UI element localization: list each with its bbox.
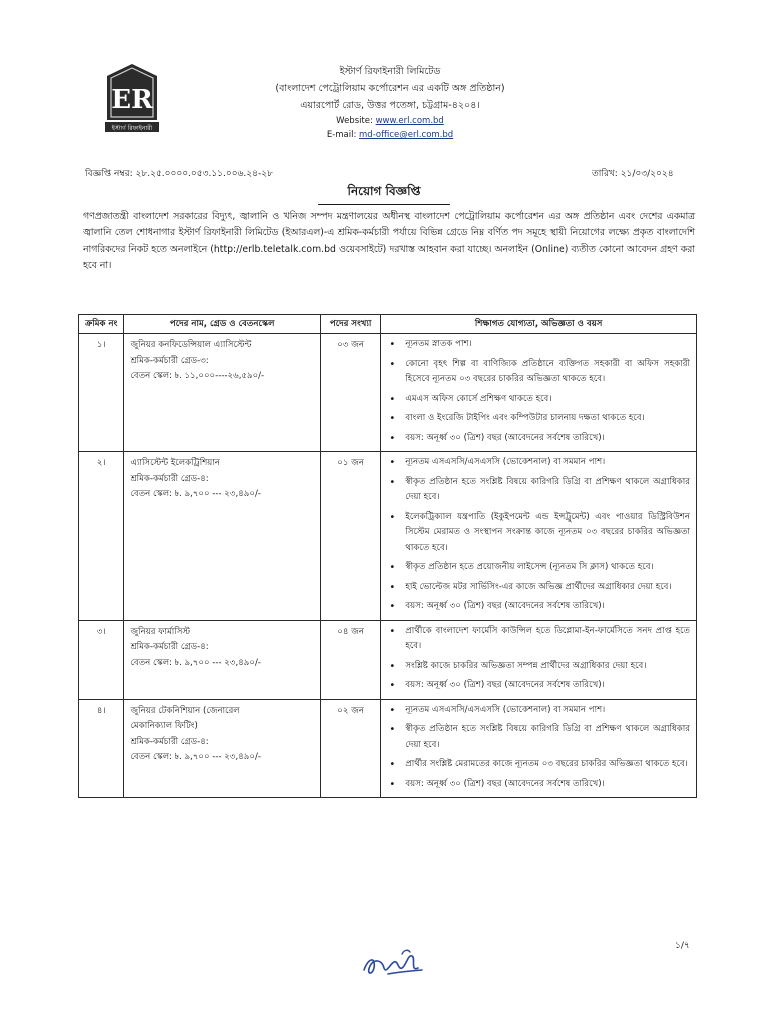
logo-caption: ইস্টার্ণ রিফাইনারী bbox=[111, 125, 153, 132]
qualification-item: • বয়স: অনূর্ধ্ব ৩০ (ত্রিশ) বছর (আবেদনের সর্বশেষ তারিখে)। bbox=[385, 678, 690, 694]
website-line bbox=[170, 114, 610, 128]
post-title: জুনিয়র ফার্মাসিস্ট bbox=[130, 626, 191, 637]
intro-paragraph: গণপ্রজাতন্ত্রী বাংলাদেশ সরকারের বিদ্যুৎ, জ্বালানি ও খনিজ সম্পদ মন্ত্রণালয়ের অধীনস্থ বাংলাদেশ পেট্রোলিয়াম কর্পোরেশন এর অঙ্গ প্রতিষ্ঠান এবং দেশের একমাত্র জ্বালানি তেল শোধনাগার ইস্টার্ণ রিফাইনারী লিমিটেড (ইআরএল)-এ শ্রমিক-কর্মচারী পর্যায়ে বিভিন্ন গ্রেডে নিম্ন বর্ণিত পদ সমূহে স্থায়ী নিয়োগের লক্ষ্যে প্রকৃত বাংলাদেশি নাগরিকদের নিকট হতে অনলাইনে (http://erlb.teletalk.com.bd ওয়েবসাইটে) দরখাস্ত আহবান করা যাচ্ছে। অনলাইন (Online) ব্যতীত কোনো আবেদন গ্রহণ করা হবে না। bbox=[83, 211, 695, 271]
qualification-item: • বয়স: অনূর্ধ্ব ৩০ (ত্রিশ) বছর (আবেদনের সর্বশেষ তারিখে)। bbox=[385, 599, 690, 615]
email-label: E-mail: bbox=[326, 130, 357, 140]
row-post bbox=[124, 334, 321, 452]
signature-icon bbox=[358, 944, 428, 982]
table-row bbox=[79, 452, 697, 621]
qualification-item: • বয়স: অনূর্ধ্ব ৩০ (ত্রিশ) বছর (আবেদনের সর্বশেষ তারিখে)। bbox=[385, 431, 690, 447]
qualification-item: • বয়স: অনূর্ধ্ব ৩০ (ত্রিশ) বছর (আবেদনের সর্বশেষ তারিখে)। bbox=[385, 777, 690, 793]
row-post bbox=[124, 620, 321, 699]
post-grade: শ্রমিক-কর্মচারী গ্রেড-৪: bbox=[130, 642, 209, 652]
memo-number: বিজ্ঞপ্তি নম্বর: ২৮.২৫.০০০০.০৫৩.১১.০০৬.২৪-২৮ bbox=[85, 169, 273, 179]
row-count: ০১ জন bbox=[320, 452, 380, 621]
page-title: নিয়োগ বিজ্ঞপ্তি bbox=[318, 183, 450, 205]
post-title: জুনিয়র কনফিডেন্সিয়াল এ্যাসিস্টেন্ট bbox=[130, 340, 252, 350]
table-header-row bbox=[79, 315, 697, 334]
website-label: Website: bbox=[336, 116, 373, 126]
qualification-item: • প্রার্থীর সংশ্লিষ্ট মেরামতের কাজে ন্যূনতম ০৩ বছরের চাকরির অভিজ্ঞতা থাকতে হবে। bbox=[385, 757, 690, 773]
row-qualification bbox=[381, 620, 697, 699]
row-qualification bbox=[381, 334, 697, 452]
post-scale: বেতন স্কেল: ৳. ১১,০০০----২৬,৫৯০/- bbox=[130, 371, 265, 381]
row-count: ০৪ জন bbox=[320, 620, 380, 699]
post-title-cont: মেকানিক্যাল ফিটিং) bbox=[130, 721, 198, 731]
letterhead bbox=[170, 63, 610, 142]
qualification-item: • ইলেকট্রিক্যাল যন্ত্রপাতি (ইকুইপমেন্ট এন্ড ইন্সট্রুমেন্ট) এবং পাওয়ার ডিস্ট্রিবিউশন সিস্টেম মেরামত ও সংস্থাপন সংক্রান্ত কাজে ন্যূনতম ০৩ বছরের চাকরির অভিজ্ঞতা থাকতে হবে। bbox=[385, 510, 690, 557]
row-qualification bbox=[381, 699, 697, 798]
qualification-item: • ন্যূনতম এসএসসি/এসএসসি (ভোকেশনাল) বা সমমান পাশ। bbox=[385, 703, 690, 719]
company-address: এয়ারপোর্ট রোড, উত্তর পতেঙ্গা, চট্টগ্রাম-৪২০৪। bbox=[300, 100, 480, 111]
email-line bbox=[170, 128, 610, 142]
posts-table bbox=[78, 314, 697, 798]
post-scale: বেতন স্কেল: ৳. ৯,৭০০ --- ২৩,৪৯০/- bbox=[130, 657, 261, 668]
row-serial: ৪। bbox=[79, 699, 124, 798]
email-link[interactable]: md-office@erl.com.bd bbox=[359, 130, 454, 140]
qualification-item: • কোনো বৃহৎ শিল্প বা বাণিজ্যিক প্রতিষ্ঠানে ব্যক্তিগত সহকারী বা অফিস সহকারী হিসেবে ন্যূনতম ০৩ বছরের চাকরির অভিজ্ঞতা থাকতে হবে। bbox=[385, 357, 690, 388]
company-logo bbox=[103, 62, 161, 134]
qualification-item: • স্বীকৃত প্রতিষ্ঠান হতে প্রয়োজনীয় লাইসেন্স (ন্যূনতম সি ক্লাস) থাকতে হবে। bbox=[385, 560, 690, 576]
header-serial: ক্রমিক নং bbox=[79, 315, 124, 334]
post-title: এ্যাসিস্টেন্ট ইলেকট্রিশিয়ান bbox=[130, 458, 220, 468]
logo-emblem-icon bbox=[103, 62, 161, 134]
row-post bbox=[124, 452, 321, 621]
post-title: জুনিয়র টেকনিশিয়ান (জেনারেল bbox=[130, 705, 240, 716]
row-serial: ১। bbox=[79, 334, 124, 452]
header-qualification: শিক্ষাগত যোগ্যতা, অভিজ্ঞতা ও বয়স bbox=[381, 315, 697, 334]
post-scale: বেতন স্কেল: ৳. ৯,৭০০ --- ২৩,৪৯০/- bbox=[130, 752, 261, 762]
table-row bbox=[79, 334, 697, 452]
post-grade: শ্রমিক-কর্মচারী গ্রেড-৩: bbox=[130, 355, 209, 366]
post-grade: শ্রমিক-কর্মচারী গ্রেড-৪: bbox=[130, 473, 209, 484]
row-serial: ৩। bbox=[79, 620, 124, 699]
company-subtitle: (বাংলাদেশ পেট্রোলিয়াম কর্পোরেশন এর একটি অঙ্গ প্রতিষ্ঠান) bbox=[275, 83, 505, 94]
qualification-item: • ন্যূনতম এসএসসি/এসএসসি (ভোকেশনাল) বা সমমান পাশ। bbox=[385, 455, 690, 471]
post-grade: শ্রমিক-কর্মচারী গ্রেড-৪: bbox=[130, 736, 209, 747]
row-count: ০৩ জন bbox=[320, 334, 380, 452]
website-link[interactable]: www.erl.com.bd bbox=[375, 116, 444, 126]
qualification-item: • হাই ভোল্টেজ মটর সার্ভিসিং-এর কাজে অভিজ্ঞ প্রার্থীদের অগ্রাধিকার দেয়া হবে। bbox=[385, 580, 690, 596]
qualification-item: • এমএস অফিস কোর্সে প্রশিক্ষণ থাকতে হবে। bbox=[385, 392, 690, 408]
post-scale: বেতন স্কেল: ৳. ৯,৭০০ --- ২৩,৪৯০/- bbox=[130, 489, 261, 499]
qualification-item: • প্রার্থীকে বাংলাদেশ ফার্মেসি কাউন্সিল হতে ডিপ্লোমা-ইন-ফার্মেসিতে সনদ প্রাপ্ত হতে হবে। bbox=[385, 624, 690, 655]
qualification-item: • স্বীকৃত প্রতিষ্ঠান হতে সংশ্লিষ্ট বিষয়ে কারিগরি ডিগ্রি বা প্রশিক্ষণ থাকলে অগ্রাধিকার দেয়া হবে। bbox=[385, 475, 690, 506]
table-row bbox=[79, 620, 697, 699]
row-post bbox=[124, 699, 321, 798]
company-name: ইস্টার্ণ রিফাইনারী লিমিটেড bbox=[339, 66, 441, 77]
table-row bbox=[79, 699, 697, 798]
row-qualification bbox=[381, 452, 697, 621]
qualification-item: • ন্যূনতম স্নাতক পাশ। bbox=[385, 337, 690, 353]
page-number: ১/৭ bbox=[675, 941, 690, 951]
row-serial: ২। bbox=[79, 452, 124, 621]
notice-date: তারিখ: ২১/০৩/২০২৪ bbox=[592, 169, 674, 179]
qualification-item: • বাংলা ও ইংরেজি টাইপিং এবং কম্পিউটার চালনায় দক্ষতা থাকতে হবে। bbox=[385, 411, 690, 427]
row-count: ০২ জন bbox=[320, 699, 380, 798]
qualification-item: • স্বীকৃত প্রতিষ্ঠান হতে সংশ্লিষ্ট বিষয়ে কারিগরি ডিগ্রি বা প্রশিক্ষণ থাকলে অগ্রাধিকার দেয়া হবে। bbox=[385, 722, 690, 753]
header-post: পদের নাম, গ্রেড ও বেতনস্কেল bbox=[124, 315, 321, 334]
qualification-item: • সংশ্লিষ্ট কাজে চাকরির অভিজ্ঞতা সম্পন্ন প্রার্থীদের অগ্রাধিকার দেয়া হবে। bbox=[385, 659, 690, 675]
header-count: পদের সংখ্যা bbox=[320, 315, 380, 334]
logo-mark: ER bbox=[111, 85, 153, 115]
